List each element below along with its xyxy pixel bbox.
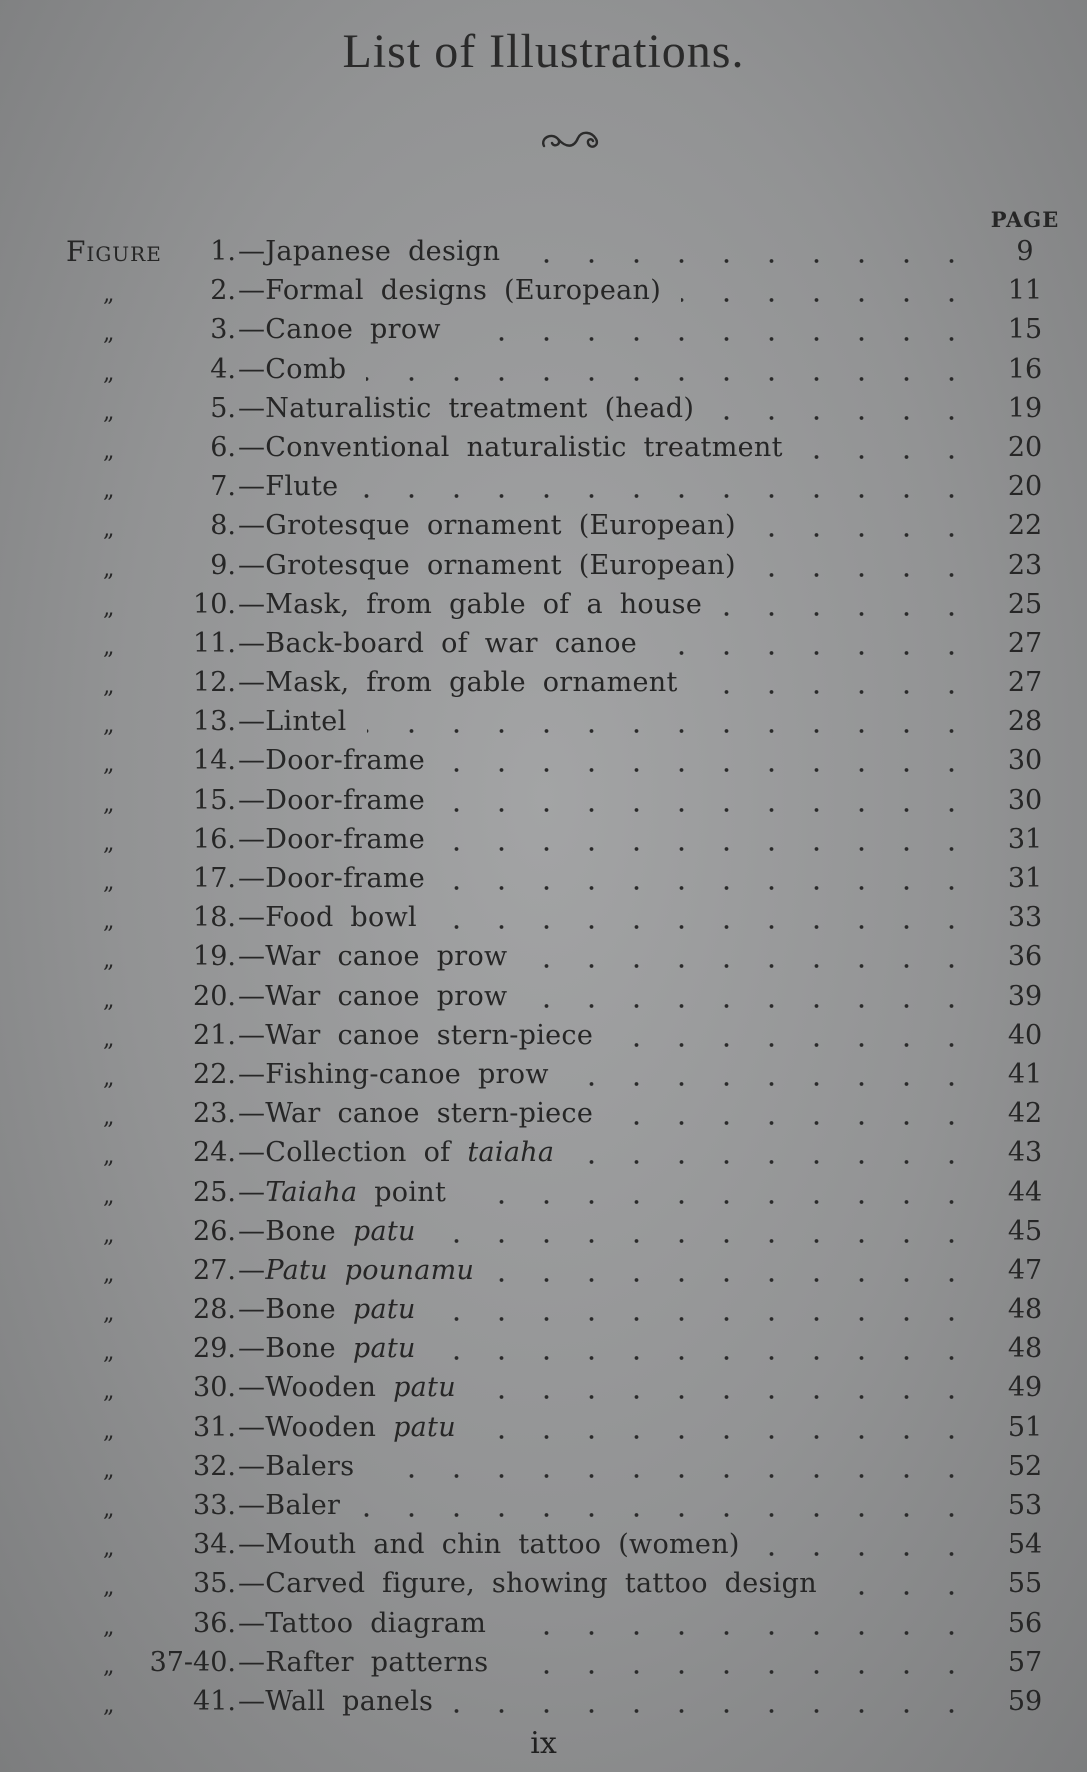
figure-title-italic: patu (393, 1372, 456, 1404)
page-number: 42 (1007, 1098, 1043, 1130)
ditto-mark: „ (103, 1379, 115, 1405)
ditto-mark: „ (103, 1301, 115, 1327)
figure-title (238, 1447, 354, 1486)
list-item (0, 898, 1087, 937)
page-number: 43 (1007, 1137, 1043, 1169)
figure-number: 19. (193, 941, 236, 973)
page-number: 23 (1007, 549, 1043, 581)
ditto-mark: „ (103, 987, 115, 1013)
dot-leader (508, 1669, 974, 1675)
figure-title (238, 1408, 456, 1447)
figure-number: 13. (193, 706, 236, 738)
ditto-mark: „ (103, 478, 115, 504)
figure-number: 41. (193, 1685, 236, 1717)
page-number: 49 (1007, 1372, 1043, 1404)
list-item (0, 271, 1087, 310)
dot-leader (366, 376, 974, 382)
dot-leader (569, 1081, 974, 1087)
figure-number: 12. (193, 667, 236, 699)
figure-title (238, 1016, 593, 1055)
figure-title-text: —Back-board of war canoe (238, 627, 638, 659)
figure-title (238, 1329, 416, 1368)
page-number: 33 (1007, 902, 1043, 934)
page-number: 31 (1007, 863, 1043, 894)
dot-leader (494, 1277, 974, 1283)
figure-title-text: —Baler (238, 1490, 341, 1521)
figure-title-text: —Fishing-canoe prow (238, 1058, 549, 1090)
figure-title (238, 781, 425, 820)
page-number: 16 (1007, 353, 1043, 385)
list-item (0, 1368, 1087, 1407)
dot-leader (803, 454, 974, 460)
figure-number: 17. (193, 863, 236, 894)
dot-leader (445, 807, 974, 813)
figure-number: 11. (193, 627, 236, 659)
list-item (0, 428, 1087, 467)
figure-title (238, 1564, 817, 1603)
figure-title-text: —Conventional naturalistic treatment (238, 431, 783, 463)
figure-title (238, 1290, 416, 1329)
figure-title-text: —Mouth and chin tattoo (women) (238, 1529, 740, 1561)
figure-title-italic: patu (352, 1333, 416, 1365)
figure-title-text: —Flute (238, 471, 339, 503)
figure-title-italic: Taiaha (265, 1176, 358, 1208)
page-number: 11 (1007, 275, 1043, 307)
list-item (0, 1055, 1087, 1094)
list-item (0, 1173, 1087, 1212)
ditto-mark: „ (103, 1261, 115, 1287)
figure-number: 3. (210, 314, 236, 346)
figure-number: 9. (210, 549, 236, 581)
figure-title-text: —Rafter patterns (238, 1646, 489, 1678)
figure-number: 6. (210, 431, 236, 463)
figure-number: 8. (210, 510, 236, 542)
page-number: 41 (1007, 1058, 1043, 1090)
dot-leader (445, 885, 974, 891)
page-number: 55 (1007, 1568, 1043, 1600)
figure-title (238, 1133, 554, 1172)
figure-title-text: —Canoe prow (238, 314, 441, 346)
figure-title-text: —War canoe prow (238, 941, 508, 973)
list-item (0, 977, 1087, 1016)
dot-leader (367, 728, 974, 734)
figure-title (238, 898, 417, 937)
figure-title-text: —Formal designs (European) (238, 275, 662, 307)
figure-title-italic: patu (352, 1215, 416, 1247)
dot-leader (445, 767, 974, 773)
list-item (0, 1212, 1087, 1251)
page-column-header: PAGE (990, 207, 1060, 232)
figure-title (238, 1525, 740, 1564)
dot-leader (437, 924, 974, 930)
list-item (0, 1133, 1087, 1172)
figure-title (238, 585, 702, 624)
page-number: 52 (1007, 1450, 1043, 1482)
figure-title (238, 741, 425, 780)
ditto-mark: „ (103, 870, 115, 895)
figure-title (238, 1682, 433, 1721)
ditto-mark: „ (103, 1575, 115, 1601)
figure-number: 34. (193, 1529, 236, 1561)
dot-leader (756, 572, 974, 578)
list-item (0, 1016, 1087, 1055)
figure-title (238, 1643, 488, 1682)
figure-title (238, 820, 425, 859)
dot-leader (698, 689, 974, 695)
page-title: List of Illustrations. (342, 25, 745, 78)
ditto-mark: „ (103, 1418, 115, 1444)
dot-leader (837, 1590, 974, 1596)
ditto-mark: „ (103, 1026, 115, 1052)
list-item (0, 1447, 1087, 1486)
figure-number: 22. (193, 1058, 236, 1090)
page-number: 44 (1007, 1176, 1043, 1208)
figure-title-text-after: point (357, 1176, 447, 1208)
figure-title-text: —Japanese design (238, 236, 501, 267)
figure-label: Figure (66, 235, 162, 268)
dot-leader (760, 1551, 974, 1557)
figure-title (238, 624, 637, 663)
dot-leader (657, 650, 974, 656)
list-item (0, 1290, 1087, 1329)
figure-title (238, 977, 507, 1016)
figure-title-text: —Door-frame (238, 784, 426, 816)
dot-leader (436, 1355, 974, 1361)
figure-title (238, 271, 661, 310)
figure-title-text: —Grotesque ornament (European) (238, 510, 736, 542)
list-item (0, 350, 1087, 389)
page-number: 51 (1007, 1411, 1043, 1443)
list-item (0, 1251, 1087, 1290)
figure-title (238, 1486, 340, 1525)
figure-title (238, 232, 500, 271)
figure-title-text: —Wall panels (238, 1685, 434, 1717)
dot-leader (613, 1042, 974, 1048)
figure-title (238, 663, 678, 702)
ditto-mark: „ (103, 752, 115, 778)
ditto-mark: „ (103, 595, 115, 621)
figure-number: 16. (193, 823, 236, 855)
page-number: 39 (1007, 980, 1043, 1012)
page-number: 48 (1007, 1294, 1043, 1326)
figure-number: 18. (193, 902, 236, 934)
ditto-mark: „ (103, 909, 115, 935)
figure-number: 2. (210, 275, 236, 307)
ditto-mark: „ (103, 1692, 115, 1718)
page-number: 20 (1007, 471, 1043, 503)
figure-title-text: —Bone (238, 1294, 336, 1326)
figure-title-italic: Patu pounamu (265, 1254, 475, 1286)
page-number: 19 (1007, 392, 1043, 424)
list-item (0, 820, 1087, 859)
page-number: 56 (1007, 1607, 1043, 1639)
dot-leader (358, 493, 974, 499)
figure-title (238, 1173, 446, 1212)
figure-title-text: —Bone (238, 1215, 336, 1247)
page-number: 27 (1007, 627, 1043, 659)
list-item (0, 859, 1087, 898)
list-item (0, 702, 1087, 741)
figure-number: 29. (193, 1333, 236, 1365)
page-number: 30 (1007, 784, 1043, 816)
list-item (0, 1094, 1087, 1133)
figure-number: 10. (193, 588, 236, 620)
figure-title (238, 310, 441, 349)
list-item (0, 467, 1087, 506)
list-item (0, 663, 1087, 702)
list-item (0, 781, 1087, 820)
figure-title (238, 1094, 593, 1133)
scroll-flourish-icon (538, 126, 604, 158)
page-number: 59 (1007, 1685, 1043, 1717)
dot-leader (461, 336, 974, 342)
list-item (0, 585, 1087, 624)
dot-leader (714, 415, 974, 421)
page-folio: ix (530, 1726, 557, 1761)
list-item (0, 232, 1087, 271)
list-item (0, 1682, 1087, 1721)
figure-number: 27. (193, 1254, 236, 1286)
dot-leader (453, 1708, 974, 1714)
page-number: 28 (1007, 706, 1043, 738)
figure-title (238, 1055, 549, 1094)
figure-title (238, 937, 507, 976)
figure-number: 33. (193, 1490, 236, 1521)
figure-title-italic: patu (393, 1411, 456, 1443)
figure-title (238, 506, 736, 545)
page-number: 27 (1007, 667, 1043, 699)
figure-title-text: —Door-frame (238, 823, 426, 855)
dot-leader (613, 1120, 974, 1126)
figure-number: 30. (193, 1372, 236, 1404)
figure-title-text: —Carved figure, showing tattoo design (238, 1568, 817, 1600)
ditto-mark: „ (103, 948, 115, 974)
dot-leader (476, 1394, 974, 1400)
page-number: 31 (1007, 823, 1043, 855)
ditto-mark: „ (103, 517, 115, 543)
list-item (0, 310, 1087, 349)
ditto-mark: „ (103, 1144, 115, 1170)
dot-leader (574, 1159, 974, 1165)
figure-title-text: —Mask, from gable ornament (238, 667, 678, 699)
figure-title-text: —War canoe stern-piece (238, 1019, 594, 1051)
figure-number: 24. (193, 1137, 236, 1169)
figure-title (238, 1604, 486, 1643)
figure-title-text: —War canoe prow (238, 980, 508, 1012)
ditto-mark: „ (103, 791, 115, 817)
figure-number: 4. (210, 353, 236, 385)
ditto-mark: „ (103, 1340, 115, 1366)
ditto-mark: „ (103, 1065, 115, 1091)
figure-number: 28. (193, 1294, 236, 1326)
figure-title-text: —Lintel (238, 706, 347, 738)
ditto-mark: „ (103, 1457, 115, 1483)
ditto-mark: „ (103, 1497, 115, 1522)
figure-title (238, 1251, 474, 1290)
figure-title-text: —Mask, from gable of a house (238, 588, 703, 620)
list-item (0, 1486, 1087, 1525)
figure-number: 23. (193, 1098, 236, 1130)
ditto-mark: „ (103, 556, 115, 582)
dot-leader (681, 297, 974, 303)
dot-leader (360, 1512, 974, 1518)
figure-number: 5. (210, 392, 236, 424)
figure-title (238, 1212, 416, 1251)
ditto-mark: „ (103, 1183, 115, 1209)
list-item (0, 546, 1087, 585)
dot-leader (520, 258, 974, 264)
figure-title-text: — (238, 1254, 266, 1286)
figure-title (238, 859, 425, 898)
dot-leader (476, 1434, 974, 1440)
figure-number: 1. (210, 236, 236, 267)
list-item (0, 624, 1087, 663)
figure-number: 35. (193, 1568, 236, 1600)
dot-leader (527, 1003, 974, 1009)
ditto-mark: „ (103, 713, 115, 739)
dot-leader (374, 1473, 974, 1479)
figure-title (238, 702, 347, 741)
ditto-mark: „ (103, 360, 115, 386)
figure-number: 15. (193, 784, 236, 816)
page-number: 15 (1007, 314, 1043, 346)
page-number: 40 (1007, 1019, 1043, 1051)
list-item (0, 741, 1087, 780)
list-item (0, 506, 1087, 545)
list-item (0, 389, 1087, 428)
page-number: 25 (1007, 588, 1043, 620)
list-item (0, 937, 1087, 976)
page-number: 54 (1007, 1529, 1043, 1561)
page-number: 36 (1007, 941, 1043, 973)
illustration-list (0, 232, 1087, 1721)
page-number: 30 (1007, 745, 1043, 777)
ditto-mark: „ (103, 830, 115, 856)
list-item (0, 1408, 1087, 1447)
list-item (0, 1604, 1087, 1643)
dot-leader (527, 963, 974, 969)
figure-number: 37-40. (149, 1646, 236, 1678)
dot-leader (436, 1238, 974, 1244)
figure-title (238, 428, 783, 467)
figure-title-text: —Grotesque ornament (European) (238, 549, 736, 581)
figure-title-text: —Collection of (238, 1137, 451, 1169)
ditto-mark: „ (103, 634, 115, 660)
ditto-mark: „ (103, 321, 115, 347)
figure-title (238, 389, 694, 428)
dot-leader (436, 1316, 974, 1322)
figure-number: 36. (193, 1607, 236, 1639)
ditto-mark: „ (103, 282, 115, 308)
ditto-mark: „ (103, 438, 115, 464)
list-item (0, 1643, 1087, 1682)
figure-title-text: —Wooden (238, 1372, 377, 1404)
figure-number: 21. (193, 1019, 236, 1051)
figure-number: 25. (193, 1176, 236, 1208)
figure-title-text: —War canoe stern-piece (238, 1098, 594, 1130)
figure-number: 20. (193, 980, 236, 1012)
page-number: 53 (1007, 1490, 1043, 1521)
figure-number: 7. (210, 471, 236, 503)
figure-title (238, 350, 346, 389)
figure-number: 31. (193, 1411, 236, 1443)
figure-title-italic: taiaha (467, 1137, 555, 1169)
list-item (0, 1525, 1087, 1564)
dot-leader (506, 1630, 974, 1636)
ditto-mark: „ (103, 1222, 115, 1248)
figure-title-text: —Wooden (238, 1411, 377, 1443)
ditto-mark: „ (103, 1536, 115, 1562)
figure-number: 26. (193, 1215, 236, 1247)
dot-leader (756, 532, 974, 538)
page-number: 57 (1007, 1646, 1043, 1678)
ditto-mark: „ (103, 1614, 115, 1640)
figure-title-text: —Food bowl (238, 902, 417, 934)
page-number: 45 (1007, 1215, 1043, 1247)
figure-title-italic: patu (352, 1294, 416, 1326)
figure-title-text: —Naturalistic treatment (head) (238, 392, 695, 424)
page-number: 48 (1007, 1333, 1043, 1365)
figure-title-text: —Bone (238, 1333, 336, 1365)
figure-title-text: —Comb (238, 353, 347, 385)
figure-title-text: —Door-frame (238, 745, 426, 777)
ditto-mark: „ (103, 1105, 115, 1131)
figure-title-text: — (238, 1176, 266, 1208)
figure-title-text: —Door-frame (238, 863, 426, 894)
ditto-mark: „ (103, 1653, 115, 1679)
dot-leader (466, 1199, 974, 1205)
figure-number: 14. (193, 745, 236, 777)
figure-title-text: —Balers (238, 1450, 355, 1482)
page-number: 9 (1016, 236, 1034, 267)
dot-leader (722, 611, 974, 617)
dot-leader (445, 846, 974, 852)
page-number: 22 (1007, 510, 1043, 542)
page-number: 47 (1007, 1254, 1043, 1286)
figure-title-text: —Tattoo diagram (238, 1607, 487, 1639)
figure-number: 32. (193, 1450, 236, 1482)
page-number: 20 (1007, 431, 1043, 463)
ditto-mark: „ (103, 399, 115, 425)
figure-title (238, 546, 736, 585)
list-item (0, 1564, 1087, 1603)
ditto-mark: „ (103, 674, 115, 700)
figure-title (238, 1368, 456, 1407)
figure-title (238, 467, 338, 506)
list-item (0, 1329, 1087, 1368)
